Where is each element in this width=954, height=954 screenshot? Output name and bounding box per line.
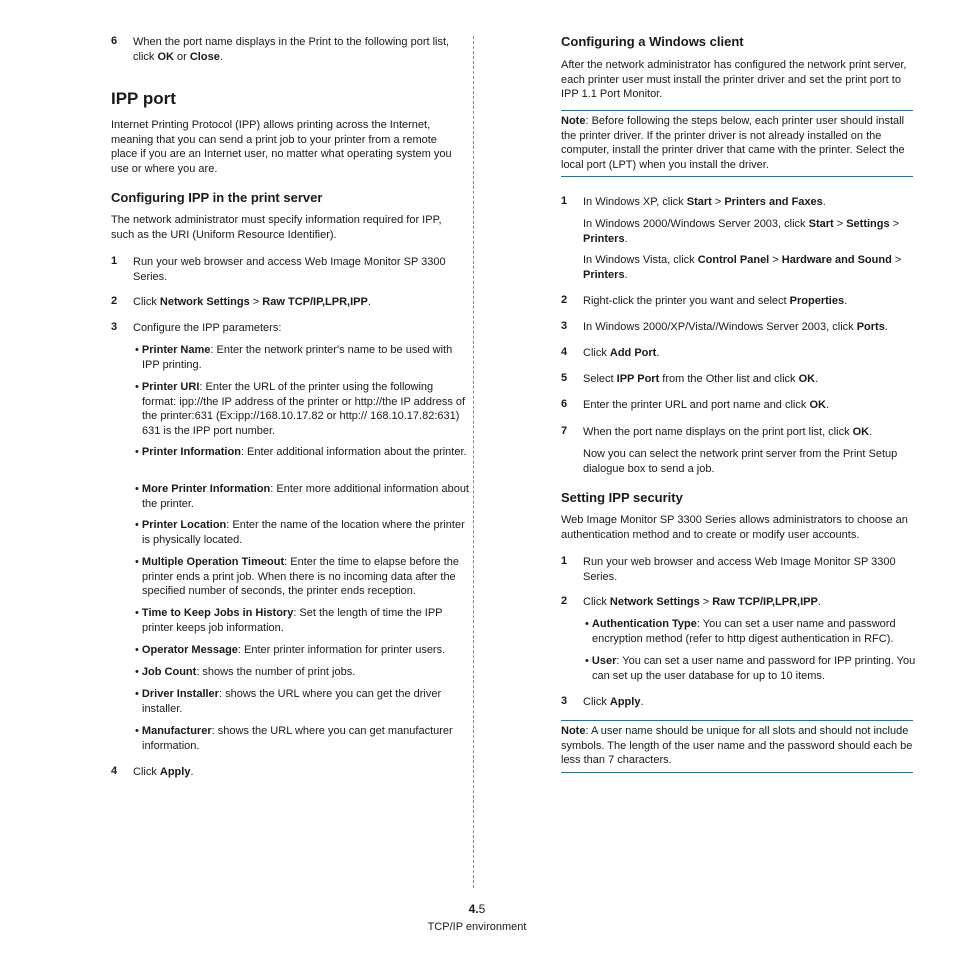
bullet-printer-name: • Printer Name: Enter the network printer's name to be used with IPP printing. [135,344,453,371]
step-number: 4 [111,765,118,777]
step-number: 4 [561,346,568,358]
step-number: 2 [561,595,568,607]
step-2-text: Click Network Settings > Raw TCP/IP,LPR,IPP. [133,296,371,308]
config-intro-paragraph: The network administrator must specify information required for IPP, such as the URI (Uniform Resource Identifier). [111,214,442,241]
step-4-text: Click Apply. [133,766,194,778]
step-7-text: When the port name displays on the print port list, click OK. [583,426,873,438]
windows-intro-paragraph: After the network administrator has configured the network print server, each printer user must install the printer driver and set the print port to IPP 1.1 Port Monitor. [561,59,907,100]
step-1-vista: In Windows Vista, click Control Panel > Hardware and Sound > Printers. [583,254,902,281]
ipp-intro-paragraph: Internet Printing Protocol (IPP) allows printing across the Internet, meaning that you can send a print job to your printer from a remote place if you are an Internet user, no matter what operating system you use or where you are. [111,119,452,175]
bullet-manufacturer: • Manufacturer: shows the URL where you can get manufacturer information. [135,725,453,752]
step-number: 1 [561,555,568,567]
section-title-footer: TCP/IP environment [427,921,527,933]
step-number: 3 [111,321,118,333]
bullet-printer-information: • Printer Information: Enter additional information about the printer. [135,446,467,458]
step-number: 3 [561,695,568,707]
step-6-text: Enter the printer URL and port name and click OK. [583,399,829,411]
bullet-user: • User: You can set a user name and password for IPP printing. You can set up the user database for up to 10 items. [585,655,916,682]
bullet-driver-installer: • Driver Installer: shows the URL where you can get the driver installer. [135,688,442,715]
security-step-1: Run your web browser and access Web Image Monitor SP 3300 Series. [583,556,896,583]
bullet-time-to-keep-jobs: • Time to Keep Jobs in History: Set the length of time the IPP printer keeps job information. [135,607,443,634]
step-number: 2 [561,294,568,306]
step-3-text: In Windows 2000/XP/Vista//Windows Server 2003, click Ports. [583,321,888,333]
security-step-2: Click Network Settings > Raw TCP/IP,LPR,IPP. [583,596,821,608]
bullet-printer-uri: • Printer URI: Enter the URL of the printer using the following format: ipp://the IP address of the printer or http://the IP address of the printer:631 (Ex:ipp://168.10.17.82 or http:// 168.10.17.82:631) 631 is the IPP port number. [135,381,466,437]
bullet-operator-message: • Operator Message: Enter printer information for printer users. [135,644,446,656]
step-number: 2 [111,295,118,307]
security-step-3: Click Apply. [583,696,644,708]
step-3-text: Configure the IPP parameters: [133,322,282,334]
step-1-text: Run your web browser and access Web Image Monitor SP 3300 Series. [133,256,446,283]
page-number: 4.5 [468,902,486,916]
step-number: 6 [561,398,568,410]
note-box: Note: A user name should be unique for all slots and should not include symbols. The length of the user name and the password should each be less than 7 characters. [561,720,913,773]
step-number: 7 [561,425,568,437]
security-intro-paragraph: Web Image Monitor SP 3300 Series allows administrators to choose an authentication method and to create or modify user accounts. [561,514,908,541]
bullet-multiple-operation-timeout: • Multiple Operation Timeout: Enter the time to elapse before the printer ends a print job. When there is no incoming data after the specified number of seconds, the printer ends reception. [135,556,460,597]
step-number: 1 [561,195,568,207]
step-number: 5 [561,372,568,384]
section-heading-ipp-port: IPP port [111,89,176,108]
step-7-followup: Now you can select the network print server from the Print Setup dialogue box to send a job. [583,448,898,475]
step-6-text: When the port name displays in the Print to the following port list, click OK or Close. [133,36,450,63]
bullet-job-count: • Job Count: shows the number of print jobs. [135,666,356,678]
note-box: Note: Before following the steps below, each printer user should install the printer driver. If the printer driver is not already installed on the computer, install the printer driver that came with the printer. Select the local port (LPT) when you install the driver. [561,110,913,177]
column-divider [473,36,474,888]
subheading-configuring-ipp: Configuring IPP in the print server [111,190,323,205]
step-number: 1 [111,255,118,267]
subheading-ipp-security: Setting IPP security [561,490,683,505]
bullet-printer-location: • Printer Location: Enter the name of the location where the printer is physically located. [135,519,465,546]
subheading-windows-client: Configuring a Windows client [561,34,744,49]
bullet-authentication-type: • Authentication Type: You can set a user name and password encryption method (refer to http digest authentication in RFC). [585,618,896,645]
step-2-text: Right-click the printer you want and select Properties. [583,295,848,307]
step-number: 6 [111,35,118,47]
step-1-win2000: In Windows 2000/Windows Server 2003, click Start > Settings > Printers. [583,218,900,245]
bullet-more-printer-information: • More Printer Information: Enter more additional information about the printer. [135,483,469,510]
step-5-text: Select IPP Port from the Other list and click OK. [583,373,819,385]
step-1-xp: In Windows XP, click Start > Printers and Faxes. [583,196,826,208]
step-4-text: Click Add Port. [583,347,660,359]
step-number: 3 [561,320,568,332]
